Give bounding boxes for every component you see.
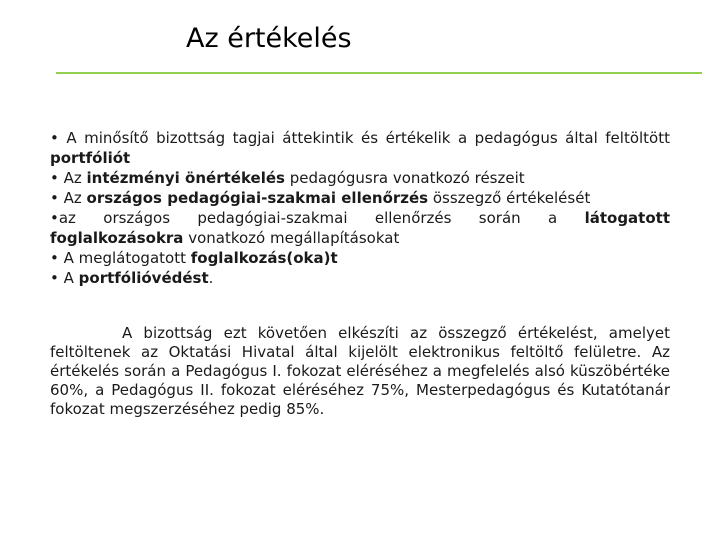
criteria-item: • A portfólióvédést.	[50, 269, 214, 287]
slide-title: Az értékelés	[186, 23, 352, 54]
criteria-item: • Az országos pedagógiai-szakmai ellenőrzés összegző értékelését	[50, 189, 591, 207]
criteria-item: • A meglátogatott foglalkozás(oka)t	[50, 249, 338, 267]
criteria-list	[50, 128, 670, 288]
criteria-item: • A minősítő bizottság tagjai áttekintik és értékelik a pedagógus által feltöltött portfóliót	[50, 129, 670, 167]
criteria-item: • Az intézményi önértékelés pedagógusra vonatkozó részeit	[50, 169, 525, 187]
title-divider	[56, 72, 702, 74]
summary-paragraph: A bizottság ezt követően elkészíti az összegző értékelést, amelyet feltöltenek az Oktatási Hivatal által kijelölt elektronikus feltöltő felületre. Az értékelés során a Pedagógus I. fokozat eléréséhez a megfelelés alsó küszöbértéke 60%, a Pedagógus II. fokozat eléréséhez 75%, Mesterpedagógus és Kutatótanár fokozat megszerzéséhez pedig 85%.	[50, 324, 670, 418]
criteria-item: •az országos pedagógiai-szakmai ellenőrzés során a látogatott foglalkozásokra vonatkozó megállapításokat	[50, 209, 670, 247]
